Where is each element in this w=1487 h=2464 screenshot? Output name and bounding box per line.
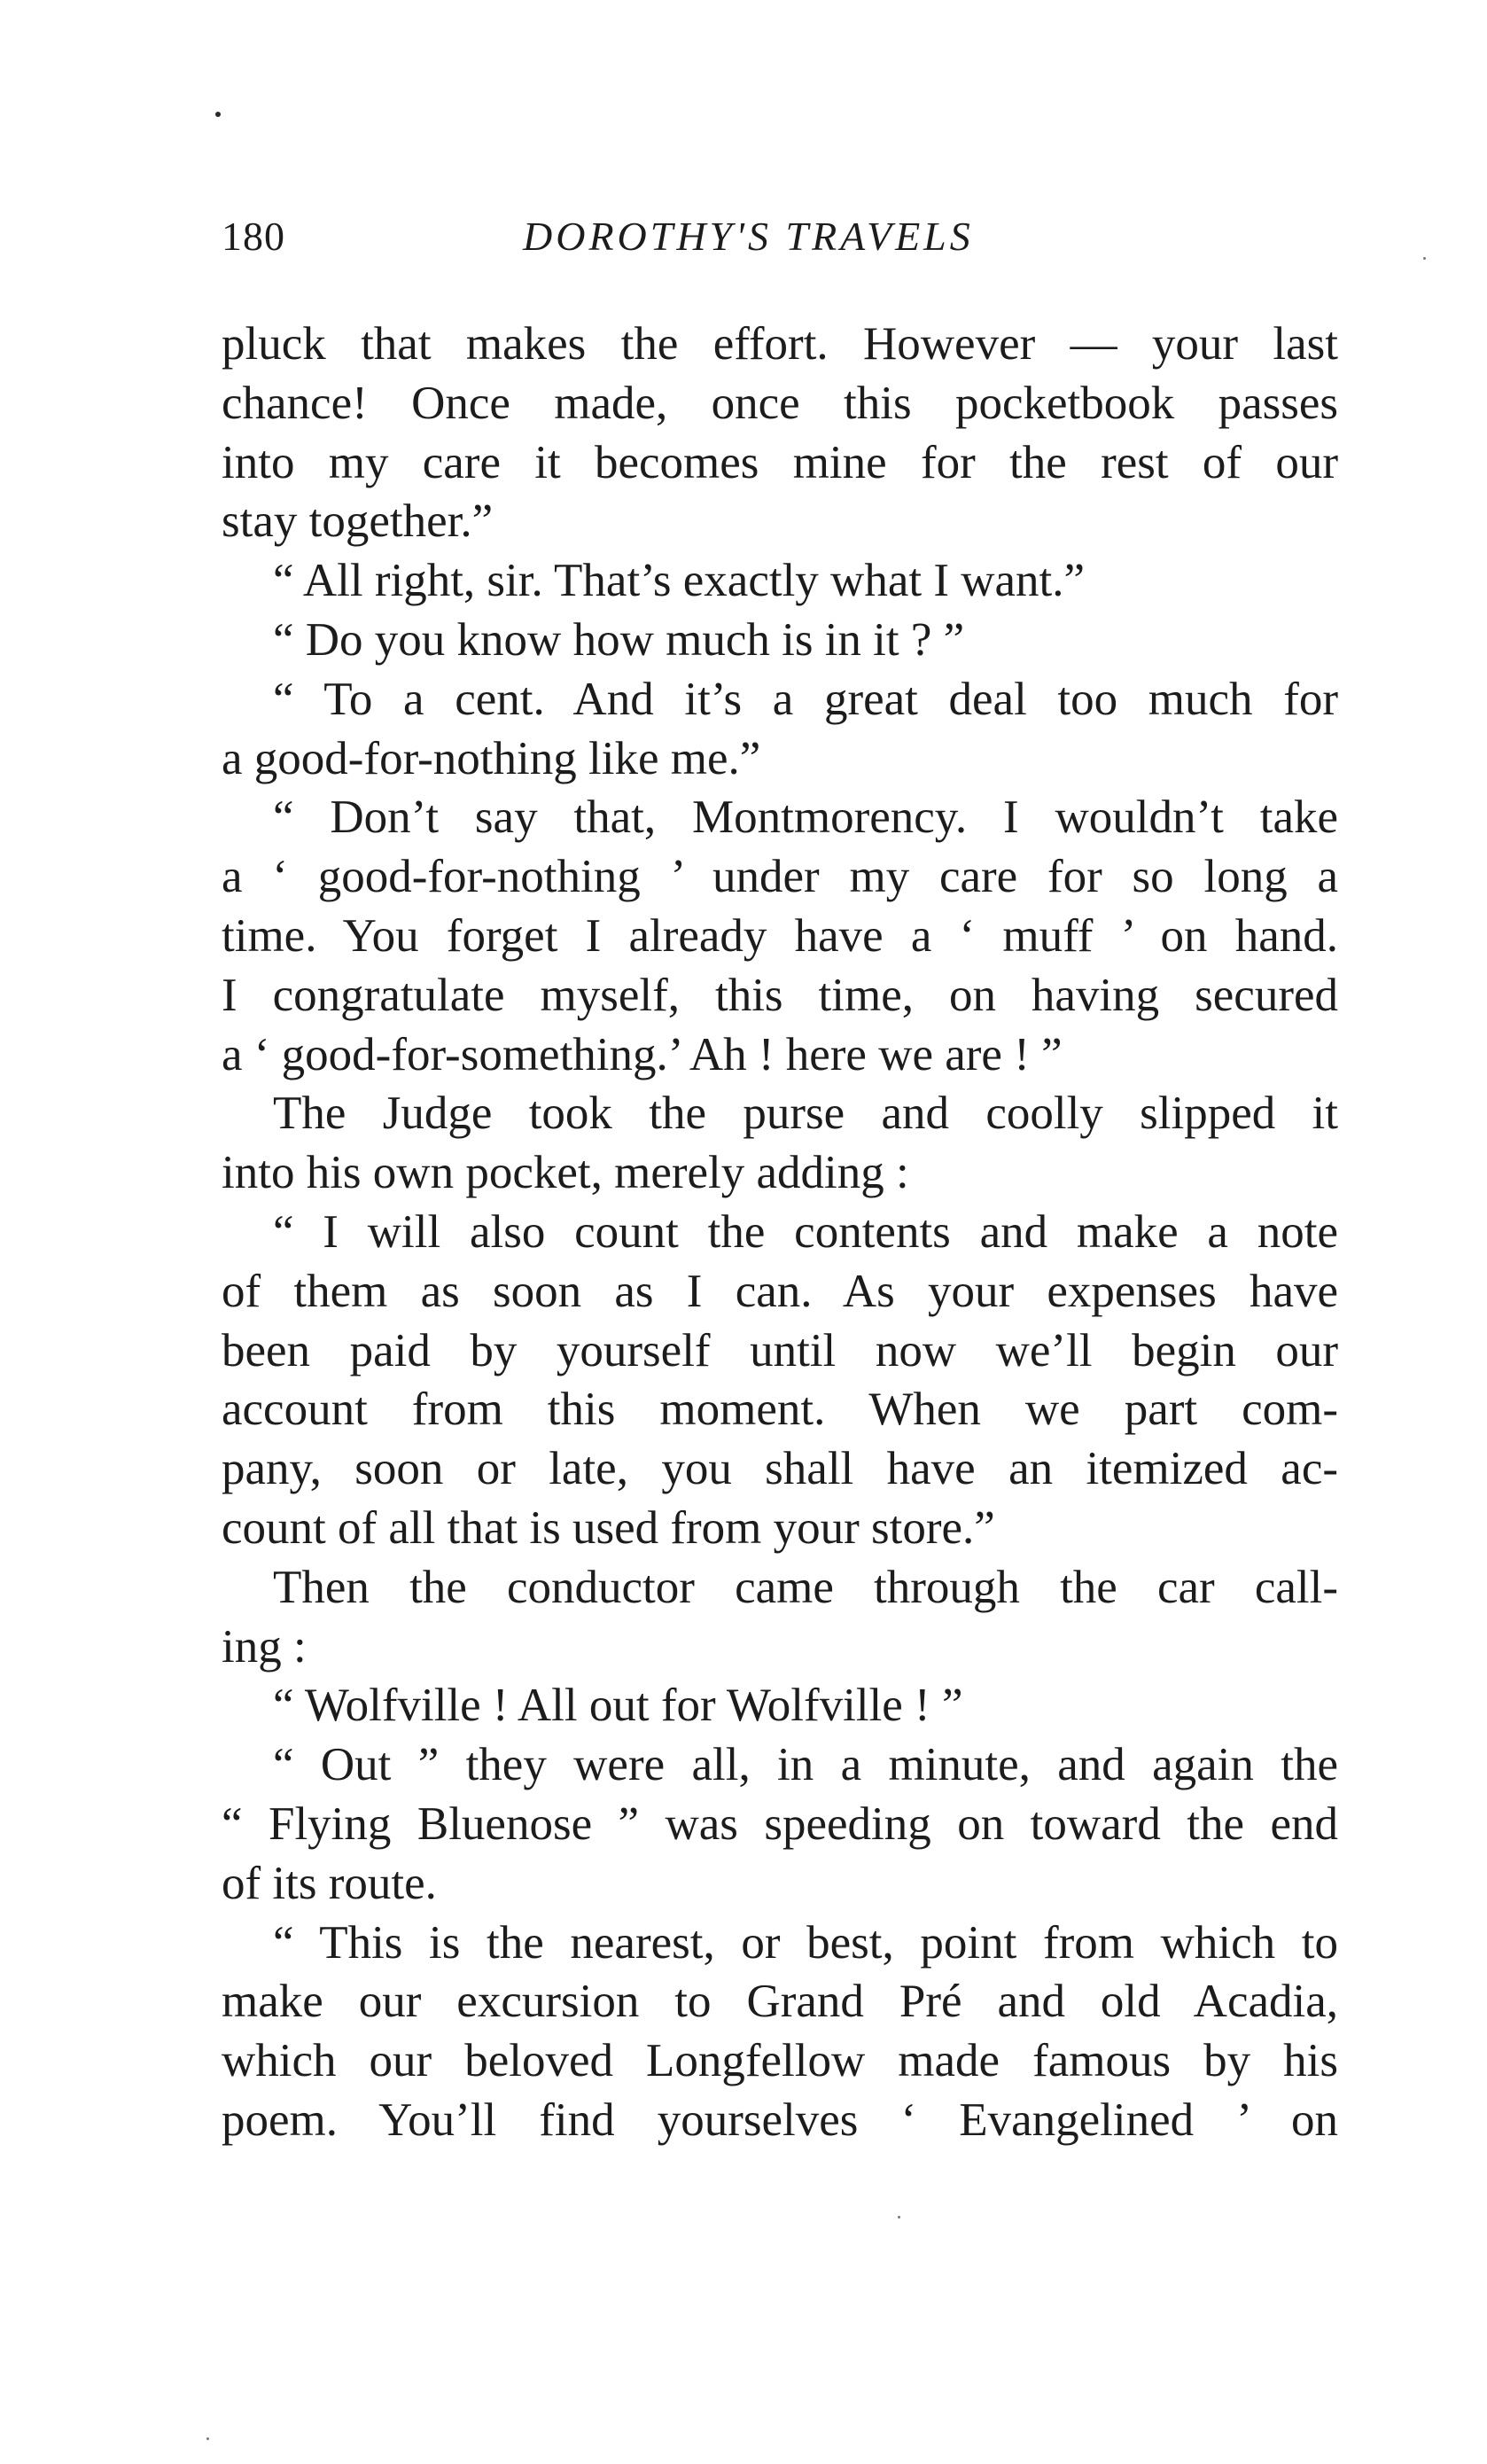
text-line: “ All right, sir. That’s exactly what I want.”	[273, 555, 1086, 607]
text-line: been paid by yourself until now we’ll begin our	[222, 1324, 1338, 1376]
text-line: ing :	[222, 1620, 307, 1673]
text-line: make our excursion to Grand Pré and old Acadia,	[222, 1976, 1338, 2028]
text-line: of its route.	[222, 1857, 437, 1909]
text-line: I congratulate myself, this time, on having secured	[222, 969, 1338, 1021]
text-line: into his own pocket, merely adding :	[222, 1147, 909, 1199]
page-header	[222, 213, 1338, 275]
text-line: “ This is the nearest, or best, point from which to	[273, 1916, 1338, 1969]
text-line: “ Flying Bluenose ” was speeding on toward the end	[222, 1797, 1338, 1850]
text-line: Then the conductor came through the car call-	[273, 1561, 1338, 1613]
text-line: chance! Once made, once this pocketbook passes	[222, 377, 1338, 429]
text-line: count of all that is used from your store.”	[222, 1501, 995, 1554]
text-line: time. You forget I already have a ‘ muff ’ on hand.	[222, 909, 1338, 962]
text-line: a ‘ good-for-something.’ Ah ! here we are ! ”	[222, 1028, 1063, 1080]
text-line: a good-for-nothing like me.”	[222, 732, 761, 784]
text-line: a ‘ good-for-nothing ’ under my care for so long a	[222, 851, 1338, 903]
ink-speck	[1423, 257, 1426, 260]
ink-speck	[206, 2437, 209, 2440]
ink-speck	[898, 2216, 900, 2218]
text-line: of them as soon as I can. As your expenses have	[222, 1265, 1338, 1317]
text-line: poem. You’ll find yourselves ‘ Evangelined ’ on	[222, 2094, 1338, 2146]
page-number: 180	[222, 214, 285, 259]
text-line: “ Don’t say that, Montmorency. I wouldn’t take	[273, 791, 1338, 844]
text-line: “ Do you know how much is in it ? ”	[273, 613, 965, 666]
text-line: “ To a cent. And it’s a great deal too much for	[273, 673, 1338, 725]
text-line: pany, soon or late, you shall have an itemized ac-	[222, 1443, 1338, 1495]
text-line: into my care it becomes mine for the rest of our	[222, 436, 1338, 488]
text-line: “ I will also count the contents and make a note	[273, 1205, 1338, 1258]
ink-speck	[215, 112, 221, 117]
text-line: The Judge took the purse and coolly slipped it	[273, 1088, 1338, 1140]
text-line: account from this moment. When we part com-	[222, 1384, 1338, 1436]
running-head: DOROTHY'S TRAVELS	[523, 214, 974, 259]
body-text	[222, 315, 1338, 2150]
text-line: which our beloved Longfellow made famous by his	[222, 2035, 1338, 2087]
text-line: pluck that makes the effort. However — your last	[222, 318, 1338, 370]
text-line: “ Out ” they were all, in a minute, and again the	[273, 1739, 1338, 1791]
text-line: stay together.”	[222, 495, 494, 548]
text-line: “ Wolfville ! All out for Wolfville ! ”	[273, 1680, 963, 1732]
